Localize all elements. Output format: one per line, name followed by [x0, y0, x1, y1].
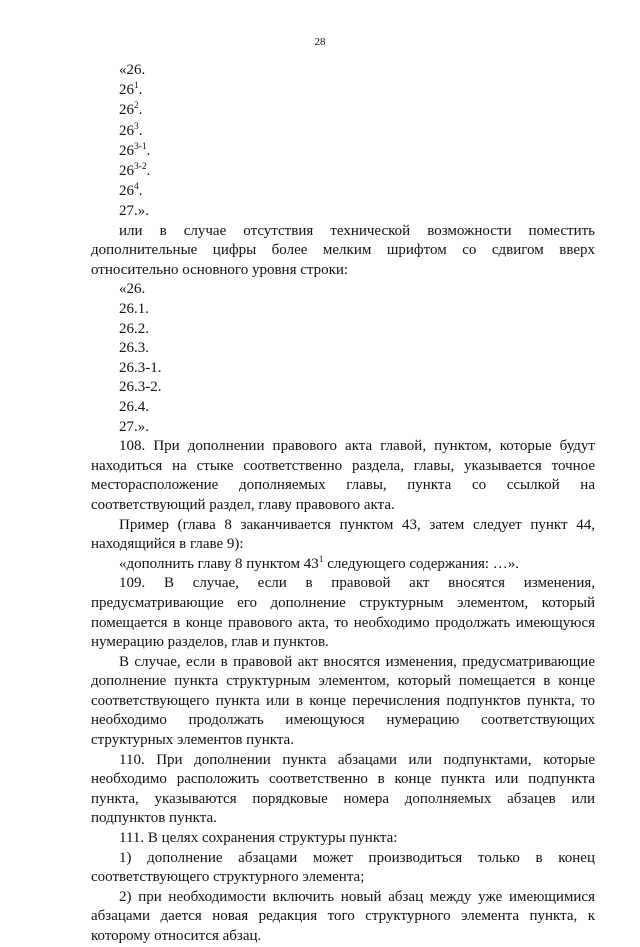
- list-item: 27.».: [119, 203, 149, 220]
- list-item: 26.3-2.: [119, 379, 162, 396]
- paragraph-111: 111. В целях сохранения структуры пункта:: [119, 830, 398, 847]
- list-item: 26$^{3-2}$.: [119, 162, 151, 180]
- list-item: 26$^{3-1}$.: [119, 141, 151, 159]
- list-item: «26.: [119, 281, 146, 298]
- list-item: $26^3$.: [119, 121, 143, 139]
- list-item: $26^4$.: [119, 182, 143, 200]
- paragraph-111-item-2: 2) при необходимости включить новый абзац между уже имеющимися абзацами дается новая редакция того структурного элемента пункта, к которому относится абзац.: [91, 888, 595, 944]
- superscript-numbering-example: [91, 60, 595, 222]
- list-item: 26.3-1.: [119, 359, 162, 376]
- paragraph-example: Пример (глава 8 заканчивается пунктом 43, затем следует пункт 44, находящийся в главе 9):: [91, 516, 595, 553]
- paragraph-111-item-1: 1) дополнение абзацами может производиться только в конец соответствующего структурного элемента;: [91, 849, 595, 886]
- paragraph-109: 109. В случае, если в правовой акт вносятся изменения, предусматривающие его дополнение структурным элементом, который помещается в конце правового акта, то необходимо продолжать имеющуюся нумерацию разделов, глав и пунктов.: [91, 575, 595, 651]
- example-quote: «дополнить главу 8 пунктом $43^1$ следующего содержания: …».: [119, 554, 520, 572]
- list-item: 26.4.: [119, 398, 149, 415]
- page-content: [91, 60, 595, 947]
- list-item: 26.2.: [119, 320, 149, 337]
- paragraph-alternative: или в случае отсутствия технической возможности поместить дополнительные цифры более мелким шрифтом со сдвигом вверх относительно основного уровня строки:: [91, 222, 595, 278]
- paragraph-109-second: В случае, если в правовой акт вносятся изменения, предусматривающие дополнение пункта структурным элементом, который помещается в конце соответствующего пункта или в конце перечисления подпунктов пункта, то необходимо продолжать имеющуюся нумерацию соответствующих структурных элементов пункта.: [91, 653, 595, 749]
- list-item: $26^1$.: [119, 81, 143, 99]
- list-item: 26.1.: [119, 301, 149, 317]
- paragraph-108: 108. При дополнении правового акта главой, пунктом, которые будут находиться на стыке соответственно раздела, главы, указывается точное месторасположение дополняемых главы, пункта со ссылкой на соответствующий раздел, главу правового акта.: [91, 438, 595, 513]
- plain-numbering-example: [91, 280, 595, 437]
- list-item: $26^2$.: [119, 101, 143, 119]
- list-item: «26.: [119, 62, 146, 78]
- list-item: 27.».: [119, 418, 149, 435]
- paragraph-110: 110. При дополнении пункта абзацами или подпунктами, которые необходимо расположить соответственно в конце пункта или подпункта пункта, указываются порядковые номера дополняемых абзацев или подпунктов пункта.: [91, 751, 595, 827]
- page-number: 28: [314, 36, 326, 48]
- list-item: 26.3.: [119, 340, 149, 357]
